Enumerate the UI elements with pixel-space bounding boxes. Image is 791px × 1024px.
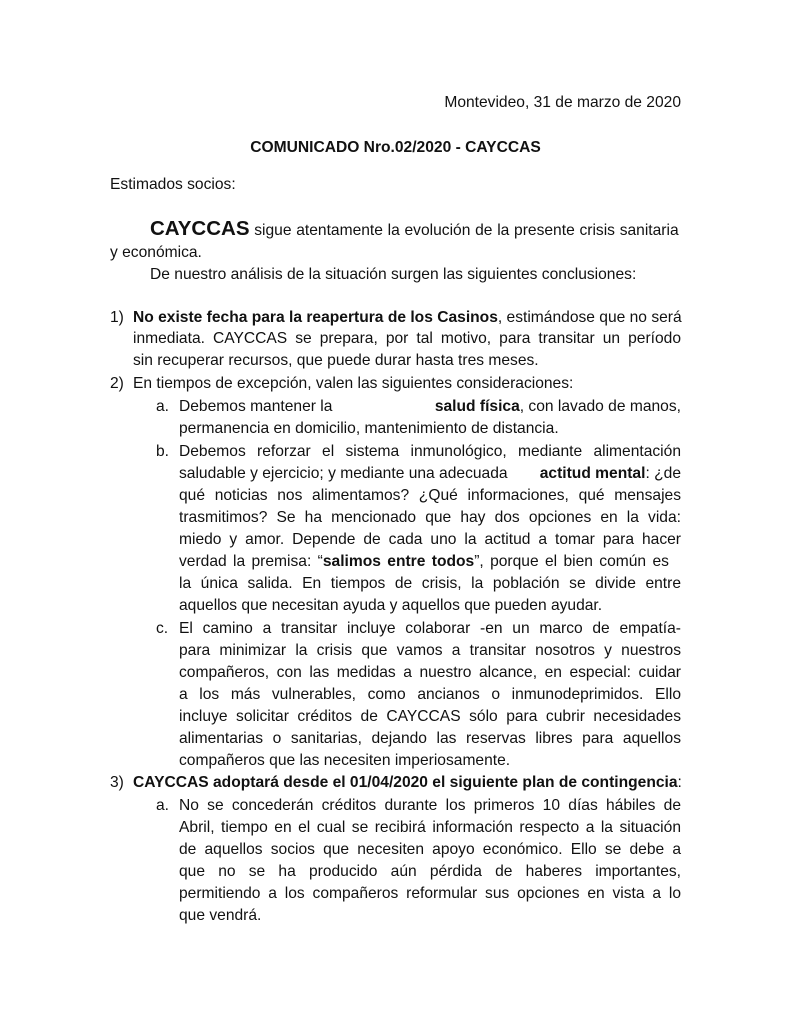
item-1-line-1: No existe fecha para la reapertura de los Casinos, estimándose que no será <box>133 309 682 326</box>
list-number-2: 2) <box>110 375 124 392</box>
keyword-actitud-mental: actitud mental <box>539 465 646 482</box>
item-2b-line-3: qué noticias nos alimentamos? ¿Qué informaciones, qué mensajes <box>179 487 681 504</box>
item-3a-line-3: de aquellos socios que necesiten apoyo económico. Ello se debe a <box>179 841 681 858</box>
item-2b-line-5: miedo y amor. Depende de cada uno la actitud a tomar para hacer <box>179 531 681 548</box>
item-3a-line-6: que vendrá. <box>179 907 262 924</box>
item-2c-line-7: compañeros que las necesiten imperiosamente. <box>179 752 511 769</box>
item-2c-line-3: compañeros, con las medidas a nuestro alcance, en especial: cuidar <box>179 664 681 681</box>
item-3-heading: CAYCCAS adoptará desde el 01/04/2020 el siguiente plan de contingencia <box>133 774 678 791</box>
sub-letter-2b: b. <box>156 443 170 460</box>
item-2b-line-4: trasmitimos? Se ha mencionado que hay dos opciones en la vida: <box>179 509 681 526</box>
intro-line-1: CAYCCAS sigue atentamente la evolución de la presente crisis sanitaria <box>150 217 679 240</box>
greeting: Estimados socios: <box>110 176 236 193</box>
item-2b-line-8: aquellos que necesitan ayuda y aquellos que pueden ayudar. <box>179 597 603 614</box>
item-2c-line-6: alimentarias o sanitarias, dejando las reservas libres para aquellos <box>179 730 681 747</box>
document-date: Montevideo, 31 de marzo de 2020 <box>444 94 681 111</box>
sub-letter-2a: a. <box>156 398 170 415</box>
intro-line-2: y económica. <box>110 244 202 261</box>
item-2a-line-2: permanencia en domicilio, mantenimiento de distancia. <box>179 420 559 437</box>
item-3a-line-2: Abril, tiempo en el cual se recibirá información respecto a la situación <box>179 819 681 836</box>
item-2c-line-2: para minimizar la crisis que vamos a transitar nosotros y nuestros <box>179 642 681 659</box>
intro-line-3: De nuestro análisis de la situación surgen las siguientes conclusiones: <box>150 266 637 283</box>
list-number-3: 3) <box>110 774 124 791</box>
item-2-line-1: En tiempos de excepción, valen las siguientes consideraciones: <box>133 375 574 392</box>
item-2b-line-6: verdad la premisa: “salimos entre todos”, porque el bien común es <box>179 553 669 570</box>
item-3a-line-5: permitiendo a los compañeros reformular sus opciones en vista a lo <box>179 885 681 902</box>
item-2b-line-1: Debemos reforzar el sistema inmunológico, mediante alimentación <box>179 443 681 460</box>
list-number-1: 1) <box>110 309 124 326</box>
item-1-heading: No existe fecha para la reapertura de los Casinos <box>133 309 498 326</box>
item-3a-line-1: No se concederán créditos durante los primeros 10 días hábiles de <box>179 797 681 814</box>
sub-letter-2c: c. <box>156 620 169 637</box>
item-3-line-1: CAYCCAS adoptará desde el 01/04/2020 el siguiente plan de contingencia: <box>133 774 682 791</box>
keyword-salimos-entre-todos: salimos entre todos <box>322 553 475 570</box>
item-2c-line-4: a los más vulnerables, como ancianos o inmunodeprimidos. Ello <box>179 686 681 703</box>
item-3a-line-4: que no se ha producido aún pérdida de haberes importantes, <box>179 863 681 880</box>
item-1-line-3: sin recuperar recursos, que puede durar hasta tres meses. <box>133 352 539 369</box>
item-2b-line-7: la única salida. En tiempos de crisis, la población se divide entre <box>179 575 681 592</box>
brand-name: CAYCCAS <box>150 217 250 240</box>
sub-letter-3a: a. <box>156 797 170 814</box>
item-2c-line-5: incluye solicitar créditos de CAYCCAS sólo para cubrir necesidades <box>179 708 681 725</box>
item-2b-line-2: saludable y ejercicio; y mediante una adecuada actitud mental: ¿de <box>179 465 681 482</box>
item-2a-line-1: Debemos mantener la salud física, con lavado de manos, <box>179 398 681 415</box>
keyword-salud-fisica: salud física <box>434 398 520 415</box>
item-2c-line-1: El camino a transitar incluye colaborar -en un marco de empatía- <box>179 620 681 637</box>
document-title: COMUNICADO Nro.02/2020 - CAYCCAS <box>250 139 541 156</box>
item-1-line-2: inmediata. CAYCCAS se prepara, por tal motivo, para transitar un período <box>133 330 681 347</box>
